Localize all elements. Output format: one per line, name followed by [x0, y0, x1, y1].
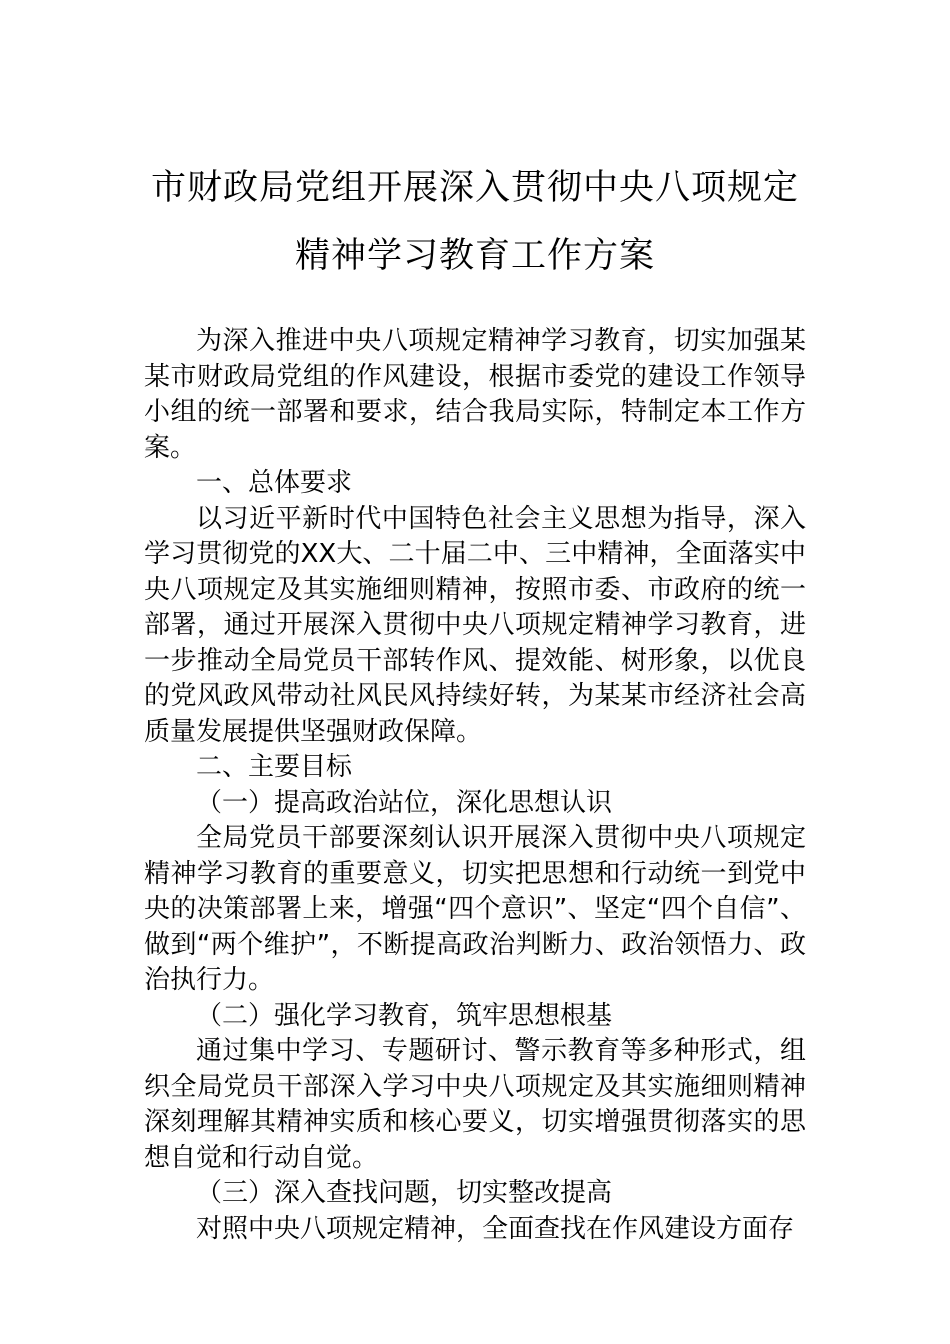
intro-paragraph: 为深入推进中央八项规定精神学习教育，切实加强某某市财政局党组的作风建设，根据市委党的建设工作领导小组的统一部署和要求，结合我局实际，特制定本工作方案。 — [144, 326, 806, 463]
section-heading-main-goals: 二、主要目标 — [196, 752, 353, 782]
subsection-heading-3: （三）深入查找问题，切实整改提高 — [196, 1178, 613, 1208]
section-paragraph-overall-requirements: 以习近平新时代中国特色社会主义思想为指导，深入学习贯彻党的XX大、二十届二中、三中精神，全面落实中央八项规定及其实施细则精神，按照市委、市政府的统一部署，通过开展深入贯彻中央八项规定精神学习教育，进一步推动全局党员干部转作风、提效能、树形象，以优良的党风政风带动社风民风持续好转，为某某市经济社会高质量发展提供坚强财政保障。 — [144, 503, 806, 747]
document-body — [144, 324, 806, 1247]
subsection-heading-1: （一）提高政治站位，深化思想认识 — [196, 787, 613, 818]
document-title-line-1: 市财政局党组开展深入贯彻中央八项规定 — [150, 168, 799, 208]
subsection-paragraph-3: 对照中央八项规定精神，全面查找在作风建设方面存 — [196, 1213, 795, 1244]
subsection-paragraph-1: 全局党员干部要深刻认识开展深入贯彻中央八项规定精神学习教育的重要意义，切实把思想和行动统一到党中央的决策部署上来，增强“四个意识”、坚定“四个自信”、做到“两个维护”，不断提高政治判断力、政治领悟力、政治执行力。 — [144, 823, 806, 995]
subsection-heading-2: （二）强化学习教育，筑牢思想根基 — [196, 1000, 613, 1031]
subsection-paragraph-2: 通过集中学习、专题研讨、警示教育等多种形式，组织全局党员干部深入学习中央八项规定及其实施细则精神深刻理解其精神实质和核心要义，切实增强贯彻落实的思想自觉和行动自觉。 — [144, 1036, 806, 1173]
section-heading-overall-requirements: 一、总体要求 — [196, 468, 353, 498]
document-title-line-2: 精神学习教育工作方案 — [294, 236, 655, 276]
